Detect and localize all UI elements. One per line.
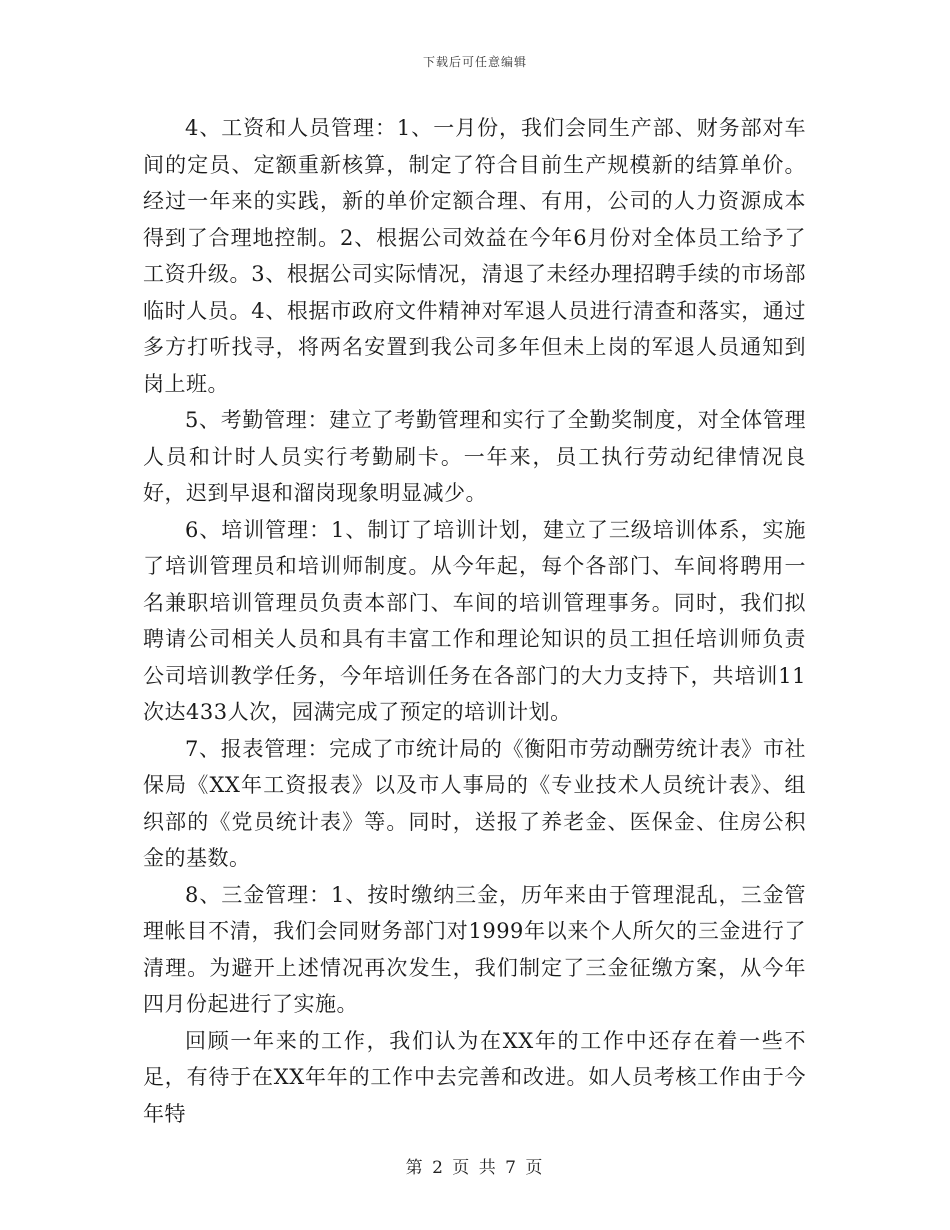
paragraph-reports: 7、报表管理：完成了市统计局的《衡阳市劳动酬劳统计表》市社保局《XX年工资报表》以及市人事局的《专业技术人员统计表》、组织部的《党员统计表》等。同时，送报了养老金、医保金、住房公积金的基数。 bbox=[143, 736, 806, 870]
page-number: 第 2 页 共 7 页 bbox=[405, 1158, 545, 1178]
paragraph-training: 6、培训管理：1、制订了培训计划，建立了三级培训体系，实施了培训管理员和培训师制度。从今年起，每个各部门、车间将聘用一名兼职培训管理员负责本部门、车间的培训管理事务。同时，我们拟聘请公司相关人员和具有丰富工作和理论知识的员工担任培训师负责公司培训教学任务，今年培训任务在各部门的大力支持下，共培训11次达433人次，园满完成了预定的培训计划。 bbox=[143, 517, 806, 724]
paragraph-review: 回顾一年来的工作，我们认为在XX年的工作中还存在着一些不足，有待于在XX年年的工作中去完善和改进。如人员考核工作由于今年特 bbox=[143, 1028, 806, 1126]
document-body bbox=[143, 110, 806, 1132]
paragraph-attendance: 5、考勤管理：建立了考勤管理和实行了全勤奖制度，对全体管理人员和计时人员实行考勤刷卡。一年来，员工执行劳动纪律情况良好，迟到早退和溜岗现象明显减少。 bbox=[143, 408, 806, 505]
paragraph-three-funds: 8、三金管理：1、按时缴纳三金，历年来由于管理混乱，三金管理帐目不清，我们会同财务部门对1999年以来个人所欠的三金进行了清理。为避开上述情况再次发生，我们制定了三金征缴方案，从今年四月份起进行了实施。 bbox=[143, 882, 806, 1016]
page-header: 下载后可任意编辑 bbox=[422, 55, 527, 69]
paragraph-wages-personnel: 4、工资和人员管理：1、一月份，我们会同生产部、财务部对车间的定员、定额重新核算，制定了符合目前生产规模新的结算单价。经过一年来的实践，新的单价定额合理、有用，公司的人力资源成本得到了合理地控制。2、根据公司效益在今年6月份对全体员工给予了工资升级。3、根据公司实际情况，清退了未经办理招聘手续的市场部临时人员。4、根据市政府文件精神对军退人员进行清查和落实，通过多方打听找寻，将两名安置到我公司多年但未上岗的军退人员通知到岗上班。 bbox=[143, 116, 806, 396]
